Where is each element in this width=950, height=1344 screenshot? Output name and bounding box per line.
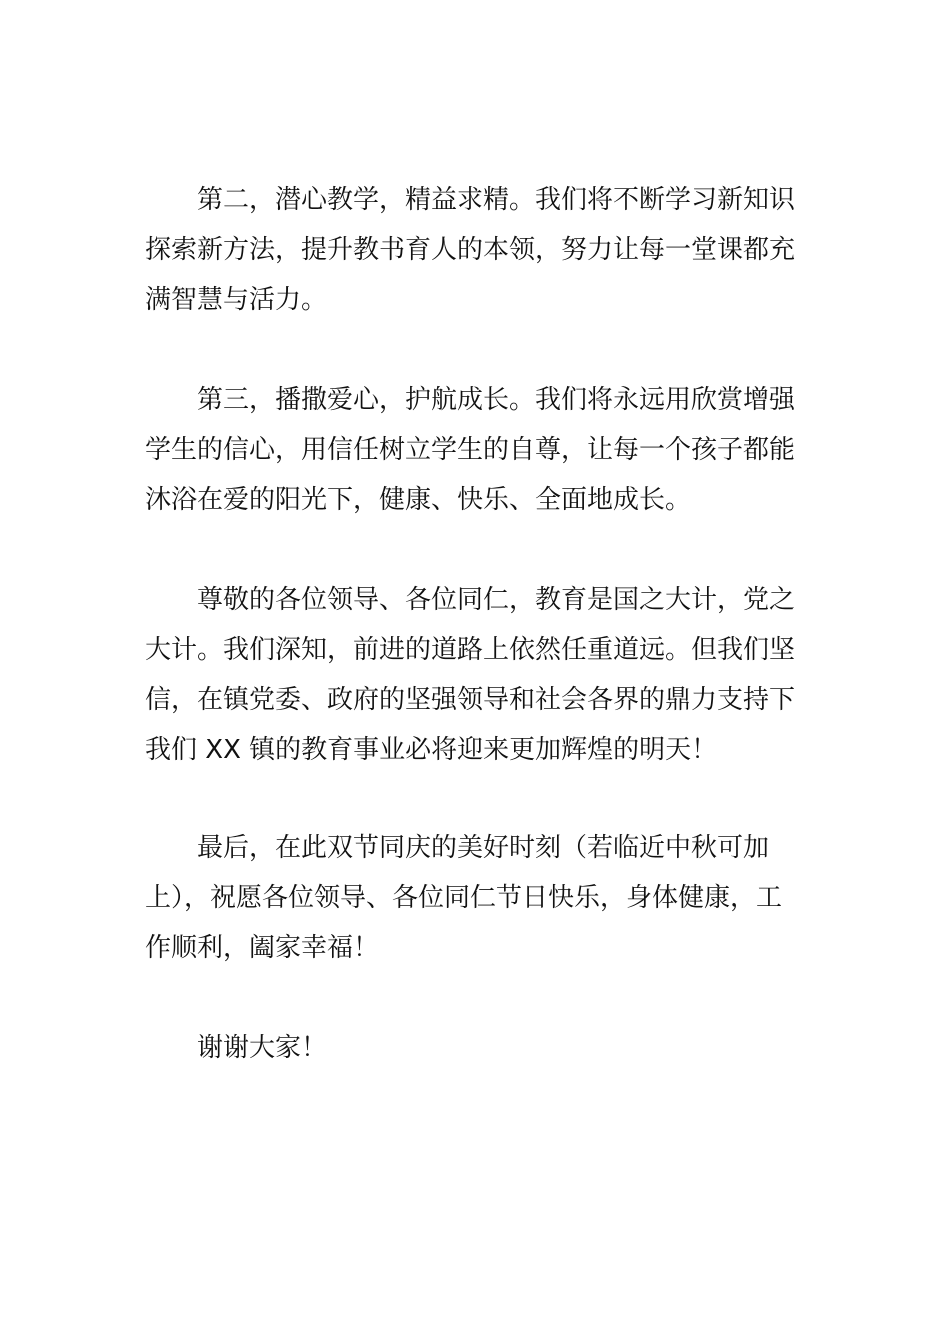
paragraph-address-leaders <box>145 575 815 775</box>
text-line: 信，在镇党委、政府的坚强领导和社会各界的鼎力支持下 <box>145 685 796 715</box>
text-line: 谢谢大家！ <box>197 1033 328 1063</box>
text-line: 第三，播撒爱心，护航成长。我们将永远用欣赏增强 <box>197 385 796 415</box>
text-line: 大计。我们深知，前进的道路上依然任重道远。但我们坚 <box>145 635 796 665</box>
text-line: 学生的信心，用信任树立学生的自尊，让每一个孩子都能 <box>145 435 796 465</box>
text-line: 沐浴在爱的阳光下，健康、快乐、全面地成长。 <box>145 485 692 515</box>
text-line: 我们 XX 镇的教育事业必将迎来更加辉煌的明天！ <box>145 735 718 765</box>
text-line: 最后，在此双节同庆的美好时刻（若临近中秋可加 <box>197 833 770 863</box>
text-line: 作顺利，阖家幸福！ <box>145 933 380 963</box>
text-line: 第二，潜心教学，精益求精。我们将不断学习新知识 <box>197 185 796 215</box>
paragraph-third-point <box>145 375 815 525</box>
paragraph-thanks <box>145 1023 815 1073</box>
text-line: 满智慧与活力。 <box>145 285 328 315</box>
paragraph-second-point <box>145 175 815 325</box>
text-line: 上），祝愿各位领导、各位同仁节日快乐，身体健康，工 <box>145 883 783 913</box>
paragraph-closing-wishes <box>145 823 815 973</box>
text-line: 探索新方法，提升教书育人的本领，努力让每一堂课都充 <box>145 235 796 265</box>
text-line: 尊敬的各位领导、各位同仁，教育是国之大计，党之 <box>197 585 796 615</box>
